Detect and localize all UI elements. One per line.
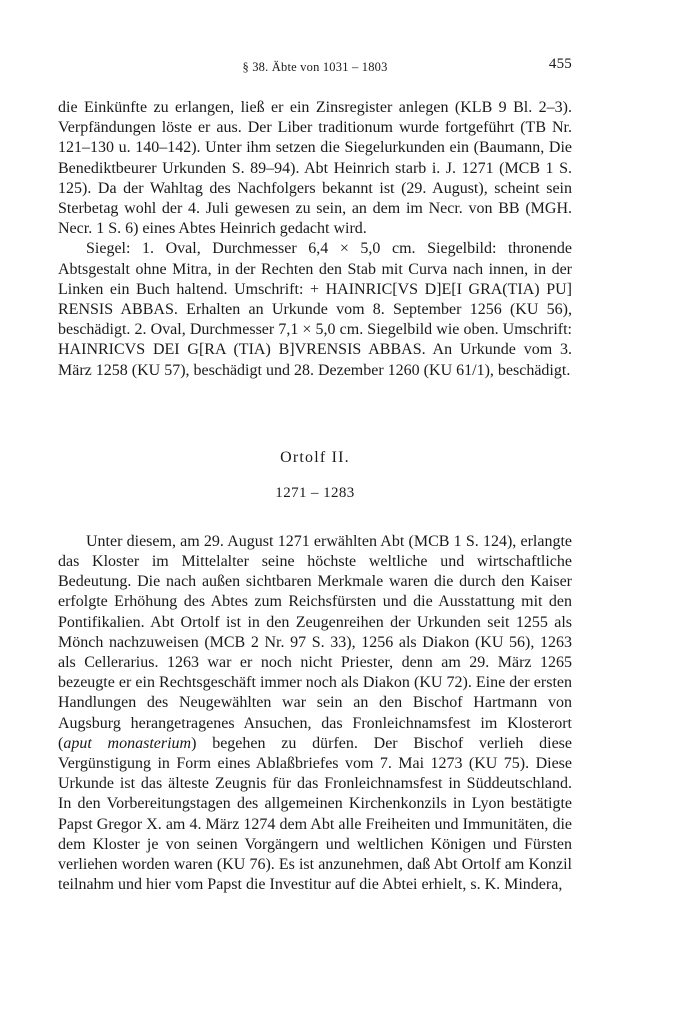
section-years: 1271 – 1283 xyxy=(275,484,355,501)
paragraph-siegel: Siegel: 1. Oval, Durchmesser 6,4 × 5,0 cm. Siegelbild: thronende Abtsgestalt ohne Mitra, in der Rechten den Stab mit Curva nach innen, in der Linken ein Buch haltend. Umschrift: + HAINRIC[VS D]E[I GRA(TIA) PU] RENSIS ABBAS. Erhalten an Urkunde vom 8. September 1256 (KU 56), beschädigt. 2. Oval, Durchmesser 7,1 × 5,0 cm. Siegelbild wie oben. Umschrift: HAINRICVS DEI G[RA (TIA) B]VRENSIS ABBAS. An Urkunde vom 3. März 1258 (KU 57), beschädigt und 28. Dezember 1260 (KU 61/1), beschädigt. xyxy=(58,240,572,379)
paragraph-abt-heinrich-end: die Einkünfte zu erlangen, ließ er ein Zinsregister anlegen (KLB 9 Bl. 2–3). Verpfändungen löste er aus. Der Liber traditionum wurde fortgeführt (TB Nr. 121–130 u. 140–142). Unter ihm setzen die Siegelurkunden ein (Baumann, Die Benediktbeurer Urkunden S. 89–94). Abt Heinrich starb i. J. 1271 (MCB 1 S. 125). Da der Wahltag des Nachfolgers bekannt ist (29. August), scheint sein Sterbetag wohl der 4. Juli gewesen zu sein, an dem im Necr. von BB (MGH. Necr. 1 S. 6) eines Abtes Heinrich gedacht wird. xyxy=(58,99,572,238)
running-title: § 38. Äbte von 1031 – 1803 xyxy=(242,60,388,74)
paragraph-ortolf-part-2: ) begehen zu dürfen. Der Bischof verlieh diese Vergünstigung in Form eines Ablaßbriefes vom 7. Mai 1273 (KU 75). Diese Urkunde ist das älteste Zeugnis für das Fronleichnamsfest in Süddeutschland. In den Vorbereitungstagen des allgemeinen Kirchenkonzils in Lyon bestätigte Papst Gregor X. am 4. März 1274 dem Abt alle Freiheiten und Immunitäten, die dem Kloster je von seinen Vorgängern und weltlichen Königen und Fürsten verliehen worden waren (KU 76). Es ist anzunehmen, daß Abt Ortolf am Konzil teilnahm und hier vom Papst die Investitur auf die Abtei erhielt, s. K. Mindera, xyxy=(58,734,572,894)
paragraph-ortolf xyxy=(58,532,572,896)
latin-phrase: aput monasterium xyxy=(63,734,192,752)
paragraph-ortolf-part-1: Unter diesem, am 29. August 1271 erwählten Abt (MCB 1 S. 124), erlangte das Kloster im Mittelalter seine höchste weltliche und wirtschaftliche Bedeutung. Die nach außen sichtbaren Merkmale waren die durch den Kaiser erfolgte Erhöhung des Abtes zum Reichsfürsten und die Ausstattung mit den Pontifikalien. Abt Ortolf ist in den Zeugenreihen der Urkunden seit 1255 als Mönch nachzuweisen (MCB 2 Nr. 97 S. 33), 1256 als Diakon (KU 56), 1263 als Cellerarius. 1263 war er noch nicht Priester, denn am 29. März 1265 bezeugte er ein Rechtsgeschäft immer noch als Diakon (KU 72). Eine der ersten Handlungen des Neugewählten war sein an den Bischof Hartmann von Augsburg herangetragenes Ansuchen, das Fronleichnamsfest im Klosterort ( xyxy=(58,532,572,752)
running-head xyxy=(58,56,572,78)
section-title: Ortolf II. xyxy=(280,448,350,466)
book-page xyxy=(58,56,572,896)
page-number: 455 xyxy=(548,56,572,72)
